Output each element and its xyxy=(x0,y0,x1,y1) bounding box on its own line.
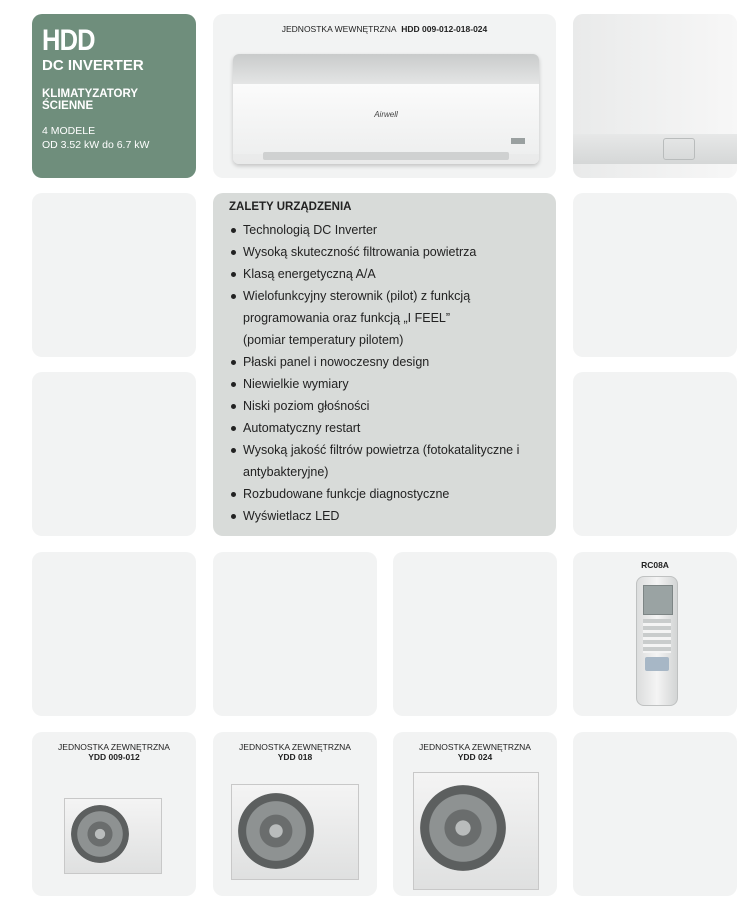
advantage-item: Automatyczny restart xyxy=(229,417,540,439)
indoor-unit-caption xyxy=(213,24,556,34)
empty-tile xyxy=(393,552,557,716)
product-technology: DC INVERTER xyxy=(42,57,144,74)
outdoor-unit-model: YDD 024 xyxy=(457,752,493,762)
product-category: KLIMATYZATORY ŚCIENNE xyxy=(42,88,138,112)
outdoor-unit-tile-3 xyxy=(393,732,557,896)
empty-tile xyxy=(573,732,737,896)
advantage-item: Technologią DC Inverter xyxy=(229,219,540,241)
advantage-item: Klasą energetyczną A/A xyxy=(229,263,540,285)
product-header-tile xyxy=(32,14,196,178)
outdoor-unit-image xyxy=(231,784,359,880)
advantage-item: Rozbudowane funkcje diagnostyczne xyxy=(229,483,540,505)
advantage-item: Wysoką skuteczność filtrowania powietrza xyxy=(229,241,540,263)
remote-control-image xyxy=(636,576,678,706)
outdoor-unit-model: YDD 018 xyxy=(277,752,313,762)
power-range: OD 3.52 kW do 6.7 kW xyxy=(42,139,150,151)
brand-logo: Airwell xyxy=(374,110,398,119)
outdoor-unit-label: JEDNOSTKA ZEWNĘTRZNA xyxy=(239,742,351,752)
advantages-panel xyxy=(213,193,556,536)
empty-tile xyxy=(573,372,737,536)
indoor-unit-tile xyxy=(213,14,556,178)
advantages-list xyxy=(229,219,540,527)
empty-tile xyxy=(32,372,196,536)
advantage-item: Niewielkie wymiary xyxy=(229,373,540,395)
remote-tile xyxy=(573,552,737,716)
empty-tile xyxy=(573,193,737,357)
outdoor-unit-tile-2 xyxy=(213,732,377,896)
models-count: 4 MODELE xyxy=(42,125,96,137)
outdoor-unit-image xyxy=(413,772,539,890)
advantage-item: Wysoką jakość filtrów powietrza (fotokatalityczne i antybakteryjne) xyxy=(229,439,523,483)
outdoor-unit-tile-1 xyxy=(32,732,196,896)
indoor-unit-models: HDD 009-012-018-024 xyxy=(401,24,488,34)
advantage-item: Niski poziom głośności xyxy=(229,395,540,417)
advantage-item: Wielofunkcyjny sterownik (pilot) z funkcją programowania oraz funkcją „I FEEL” (pomiar temperatury pilotem) xyxy=(229,285,493,351)
indoor-unit-detail-tile xyxy=(573,14,737,178)
indoor-unit-label: JEDNOSTKA WEWNĘTRZNA xyxy=(281,24,397,34)
empty-tile xyxy=(32,552,196,716)
outdoor-unit-model: YDD 009-012 xyxy=(88,752,140,762)
advantage-item: Wyświetlacz LED xyxy=(229,505,540,527)
empty-tile xyxy=(32,193,196,357)
product-model-title: HDD xyxy=(42,24,95,57)
outdoor-unit-label: JEDNOSTKA ZEWNĘTRZNA xyxy=(419,742,531,752)
remote-label: RC08A xyxy=(641,560,669,570)
advantages-title: ZALETY URZĄDZENIA xyxy=(229,201,352,213)
indoor-unit-image xyxy=(233,54,539,164)
outdoor-unit-label: JEDNOSTKA ZEWNĘTRZNA xyxy=(58,742,170,752)
empty-tile xyxy=(213,552,377,716)
advantage-item: Płaski panel i nowoczesny design xyxy=(229,351,540,373)
outdoor-unit-image xyxy=(64,798,162,874)
